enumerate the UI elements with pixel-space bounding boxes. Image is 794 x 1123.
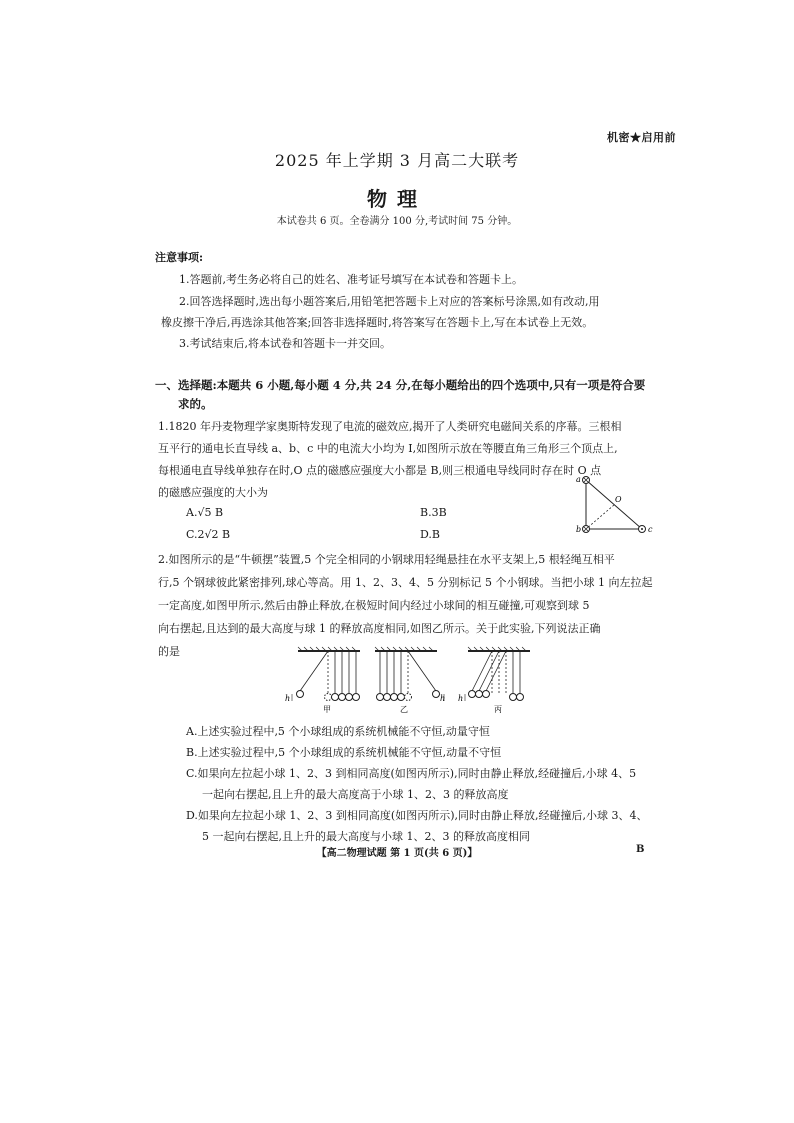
q1-triangle-figure xyxy=(570,470,660,538)
notice-item-2-cont: 橡皮擦干净后,再选涂其他答案;回答非选择题时,将答案写在答题卡上,写在本试卷上无效。 xyxy=(161,316,594,329)
q2-line-3: 一定高度,如图甲所示,然后由静止释放,在极短时间内经过小球间的相互碰撞,可观察到球 5 xyxy=(158,599,590,612)
q1-line-2: 互平行的通电长直导线 a、b、c 中的电流大小均为 I,如图所示放在等腰直角三角形三个顶点上, xyxy=(158,442,618,455)
cradle-height-label-1: h xyxy=(285,694,291,703)
page-footer: 【高二物理试题 第 1 页(共 6 页)】 xyxy=(316,848,478,859)
q1-option-c: C.2√2 B xyxy=(186,528,231,541)
q2-option-c-cont: 一起向右摆起,且上升的最大高度高于小球 1、2、3 的释放高度 xyxy=(202,788,509,801)
q2-option-d-cont: 5 一起向右摆起,且上升的最大高度与小球 1、2、3 的释放高度相同 xyxy=(202,830,530,843)
cradle-figure-jia xyxy=(285,647,360,714)
q1-label-a: a xyxy=(576,475,581,484)
cradle-height-label-2: h xyxy=(440,694,446,703)
notice-item-3: 3.考试结束后,将本试卷和答题卡一并交回。 xyxy=(179,337,391,350)
q1-line-4: 的磁感应强度的大小为 xyxy=(158,486,268,499)
q1-label-b: b xyxy=(576,525,582,534)
cradle-height-label-3: h xyxy=(458,694,464,703)
exam-info: 本试卷共 6 页。全卷满分 100 分,考试时间 75 分钟。 xyxy=(276,216,518,227)
q2-newton-cradle-figure xyxy=(280,645,530,715)
cradle-label-yi: 乙 xyxy=(400,705,408,714)
q2-option-a: A.上述实验过程中,5 个小球组成的系统机械能不守恒,动量守恒 xyxy=(186,725,490,738)
q2-line-5: 的是 xyxy=(158,645,180,658)
q2-line-4: 向右摆起,且达到的最大高度与球 1 的释放高度相同,如图乙所示。关于此实验,下列说法正确 xyxy=(158,622,601,635)
q1-line-1: 1.1820 年丹麦物理学家奥斯特发现了电流的磁效应,揭开了人类研究电磁间关系的序幕。三根相 xyxy=(158,420,622,433)
cradle-figure-yi xyxy=(375,647,445,714)
q1-option-b: B.3B xyxy=(420,506,447,519)
confidential-label: 机密★启用前 xyxy=(607,131,676,144)
version-label: B xyxy=(636,844,645,855)
q1-option-d: D.B xyxy=(420,528,441,541)
notice-title: 注意事项: xyxy=(155,251,204,264)
notice-item-1: 1.答题前,考生务必将自己的姓名、准考证号填写在本试卷和答题卡上。 xyxy=(179,273,523,286)
exam-title: 2025 年上学期 3 月高二大联考 xyxy=(274,151,520,170)
subject-title: 物理 xyxy=(367,187,427,211)
cradle-label-bing: 丙 xyxy=(494,705,502,714)
q2-option-c: C.如果向左拉起小球 1、2、3 到相同高度(如图丙所示),同时由静止释放,经碰撞后,小球 4、5 xyxy=(186,767,637,780)
notice-item-2: 2.回答选择题时,选出每小题答案后,用铅笔把答题卡上对应的答案标号涂黑,如有改动,用 xyxy=(179,295,600,308)
cradle-label-jia: 甲 xyxy=(323,705,331,714)
cradle-figure-bing xyxy=(458,647,530,714)
q1-label-o: O xyxy=(615,495,622,504)
q1-option-a: A.√5 B xyxy=(186,506,224,519)
q2-option-d: D.如果向左拉起小球 1、2、3 到相同高度(如图丙所示),同时由静止释放,经碰撞后,小球 3、4、 xyxy=(186,809,648,822)
section-heading: 一、选择题:本题共 6 小题,每小题 4 分,共 24 分,在每小题给出的四个选项中,只有一项是符合要 xyxy=(155,378,646,392)
section-heading-cont: 求的。 xyxy=(178,397,213,411)
q1-label-c: c xyxy=(648,525,653,534)
q2-line-1: 2.如图所示的是“牛顿摆”装置,5 个完全相同的小钢球用轻绳悬挂在水平支架上,5 根轻绳互相平 xyxy=(158,553,615,566)
q2-line-2: 行,5 个钢球彼此紧密排列,球心等高。用 1、2、3、4、5 分别标记 5 个小钢球。当把小球 1 向左拉起 xyxy=(158,576,653,589)
q2-option-b: B.上述实验过程中,5 个小球组成的系统机械能不守恒,动量不守恒 xyxy=(186,746,502,759)
q1-line-3: 每根通电直导线单独存在时,O 点的磁感应强度大小都是 B,则三根通电导线同时存在时 O 点 xyxy=(158,464,602,477)
